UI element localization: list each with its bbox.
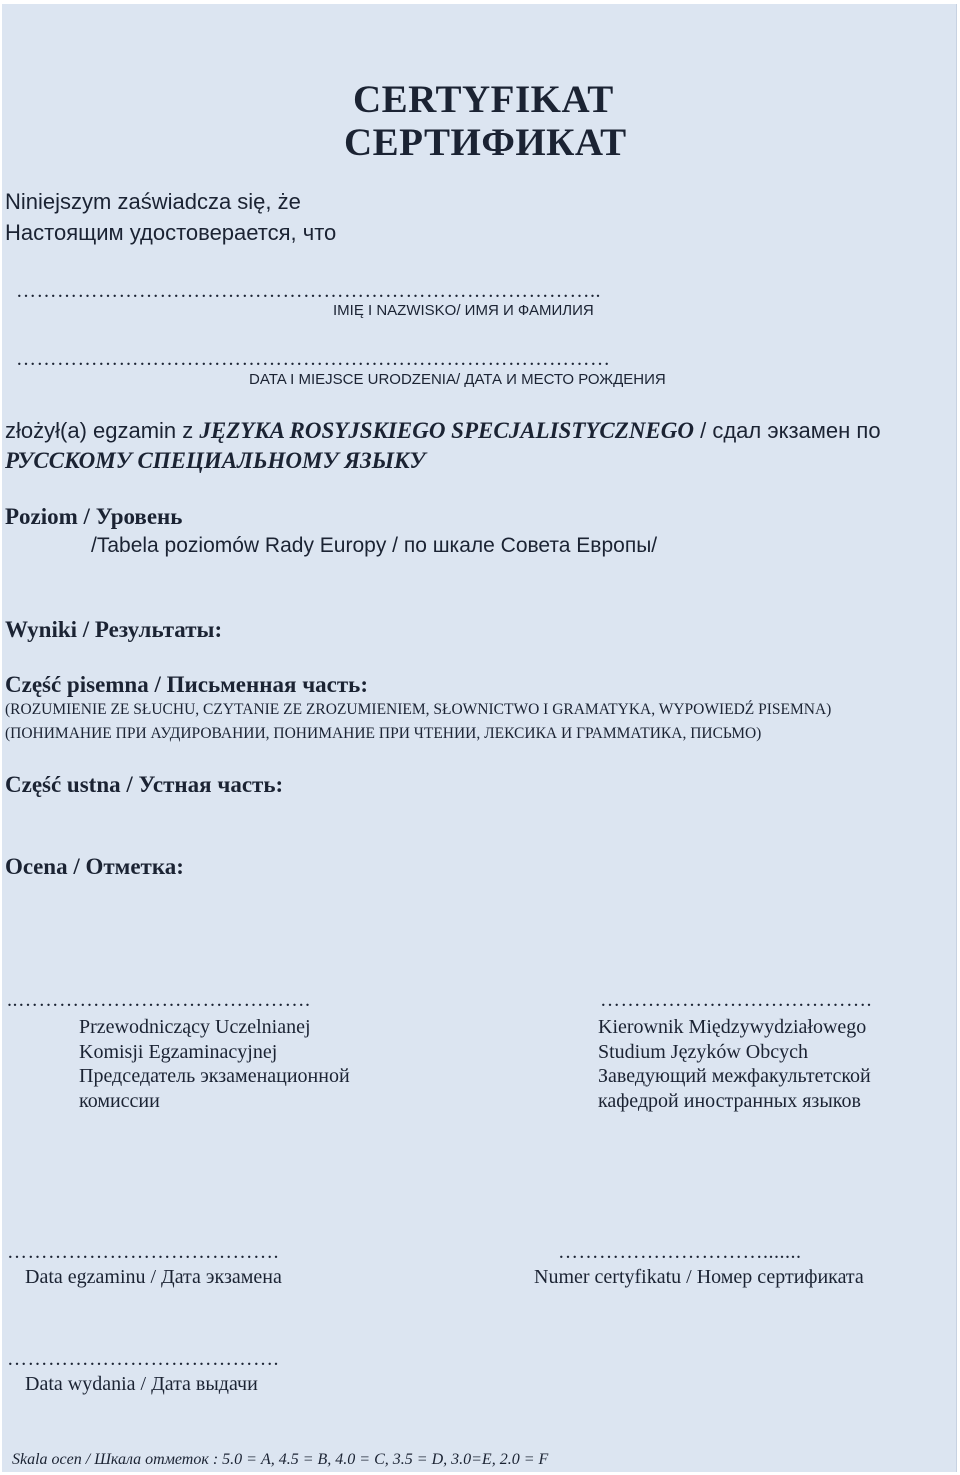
title-polish: CERTYFIKAT	[353, 78, 614, 121]
signature-right-line: Studium Języków Obcych	[598, 1040, 808, 1063]
grade-label: Ocena / Отметка:	[5, 854, 184, 879]
birth-dotted-line[interactable]: ……………………………………………………………………………	[16, 348, 611, 370]
signature-left-line: Komisji Egzaminacyjnej	[79, 1040, 278, 1063]
exam-prefix: złożył(a) egzamin z	[5, 418, 200, 443]
signature-left-line: Председатель экзаменационной	[79, 1065, 350, 1087]
exam-statement	[5, 418, 881, 444]
signature-left-line: Przewodniczący Uczelnianej	[79, 1016, 311, 1038]
level-scale-note: /Tabela poziomów Rady Europy / по шкале Совета Европы/	[91, 534, 658, 557]
exam-subject-polish: JĘZYKA ROSYJSKIEGO SPECJALISTYCZNEGO	[199, 418, 694, 443]
issue-date-caption: Data wydania / Дата выдачи	[25, 1373, 258, 1395]
written-part-components-polish: (ROZUMIENIE ZE SŁUCHU, CZYTANIE ZE ZROZUMIENIEM, SŁOWNICTWO I GRAMATYKA, WYPOWIEDŹ PISEMNA)	[5, 701, 832, 718]
issue-date-dotted-line[interactable]: ………………………………….	[7, 1348, 279, 1370]
signature-right-line: кафедрой иностранных языков	[598, 1089, 861, 1112]
grading-scale: Skala ocen / Шкала отметок : 5.0 = A, 4.5 = B, 4.0 = C, 3.5 = D, 3.0=E, 2.0 = F	[12, 1451, 549, 1468]
signature-right-dotted-line[interactable]: ………………………………….	[600, 989, 872, 1011]
certificate-number-caption: Numer certyfikatu / Номер сертификата	[534, 1266, 864, 1288]
intro-russian: Настоящим удостоверается, что	[5, 220, 337, 245]
written-part-components-russian: (ПОНИМАНИЕ ПРИ АУДИРОВАНИИ, ПОНИМАНИЕ ПРИ ЧТЕНИИ, ЛЕКСИКА И ГРАММАТИКА, ПИСЬМО)	[5, 725, 762, 742]
signature-left-dotted-line[interactable]: ..…………………………………….	[7, 989, 311, 1011]
signature-right-title	[598, 1015, 871, 1113]
signature-left-title	[79, 1015, 350, 1113]
certificate-number-dotted-line[interactable]: ………………………….......	[558, 1241, 802, 1263]
level-label: Poziom / Уровень	[5, 504, 183, 529]
exam-subject-russian: РУССКОМУ СПЕЦИАЛЬНОМУ ЯЗЫКУ	[5, 448, 426, 473]
signature-left-line: комиссии	[79, 1089, 160, 1112]
name-dotted-line[interactable]: …………………………………………………………………………..	[16, 280, 601, 302]
signature-right-line: Заведующий межфакультетской	[598, 1065, 871, 1087]
oral-part-label: Część ustna / Устная часть:	[5, 772, 284, 797]
exam-date-caption: Data egzaminu / Дата экзамена	[25, 1266, 282, 1288]
certificate-sheet	[2, 4, 957, 1472]
results-label: Wyniki / Результаты:	[5, 617, 223, 642]
exam-date-dotted-line[interactable]: ………………………………….	[7, 1241, 279, 1263]
intro-polish: Niniejszym zaświadcza się, że	[5, 189, 301, 214]
signature-right-line: Kierownik Międzywydziałowego	[598, 1016, 867, 1038]
title-russian: СЕРТИФИКАТ	[344, 121, 627, 164]
birth-caption: DATA I MIEJSCE URODZENIA/ ДАТА И МЕСТО РОЖДЕНИЯ	[249, 371, 666, 388]
name-caption: IMIĘ I NAZWISKO/ ИМЯ И ФАМИЛИЯ	[333, 302, 594, 319]
written-part-label: Część pisemna / Письменная часть:	[5, 672, 369, 697]
exam-separator: / сдал экзамен по	[694, 418, 881, 443]
